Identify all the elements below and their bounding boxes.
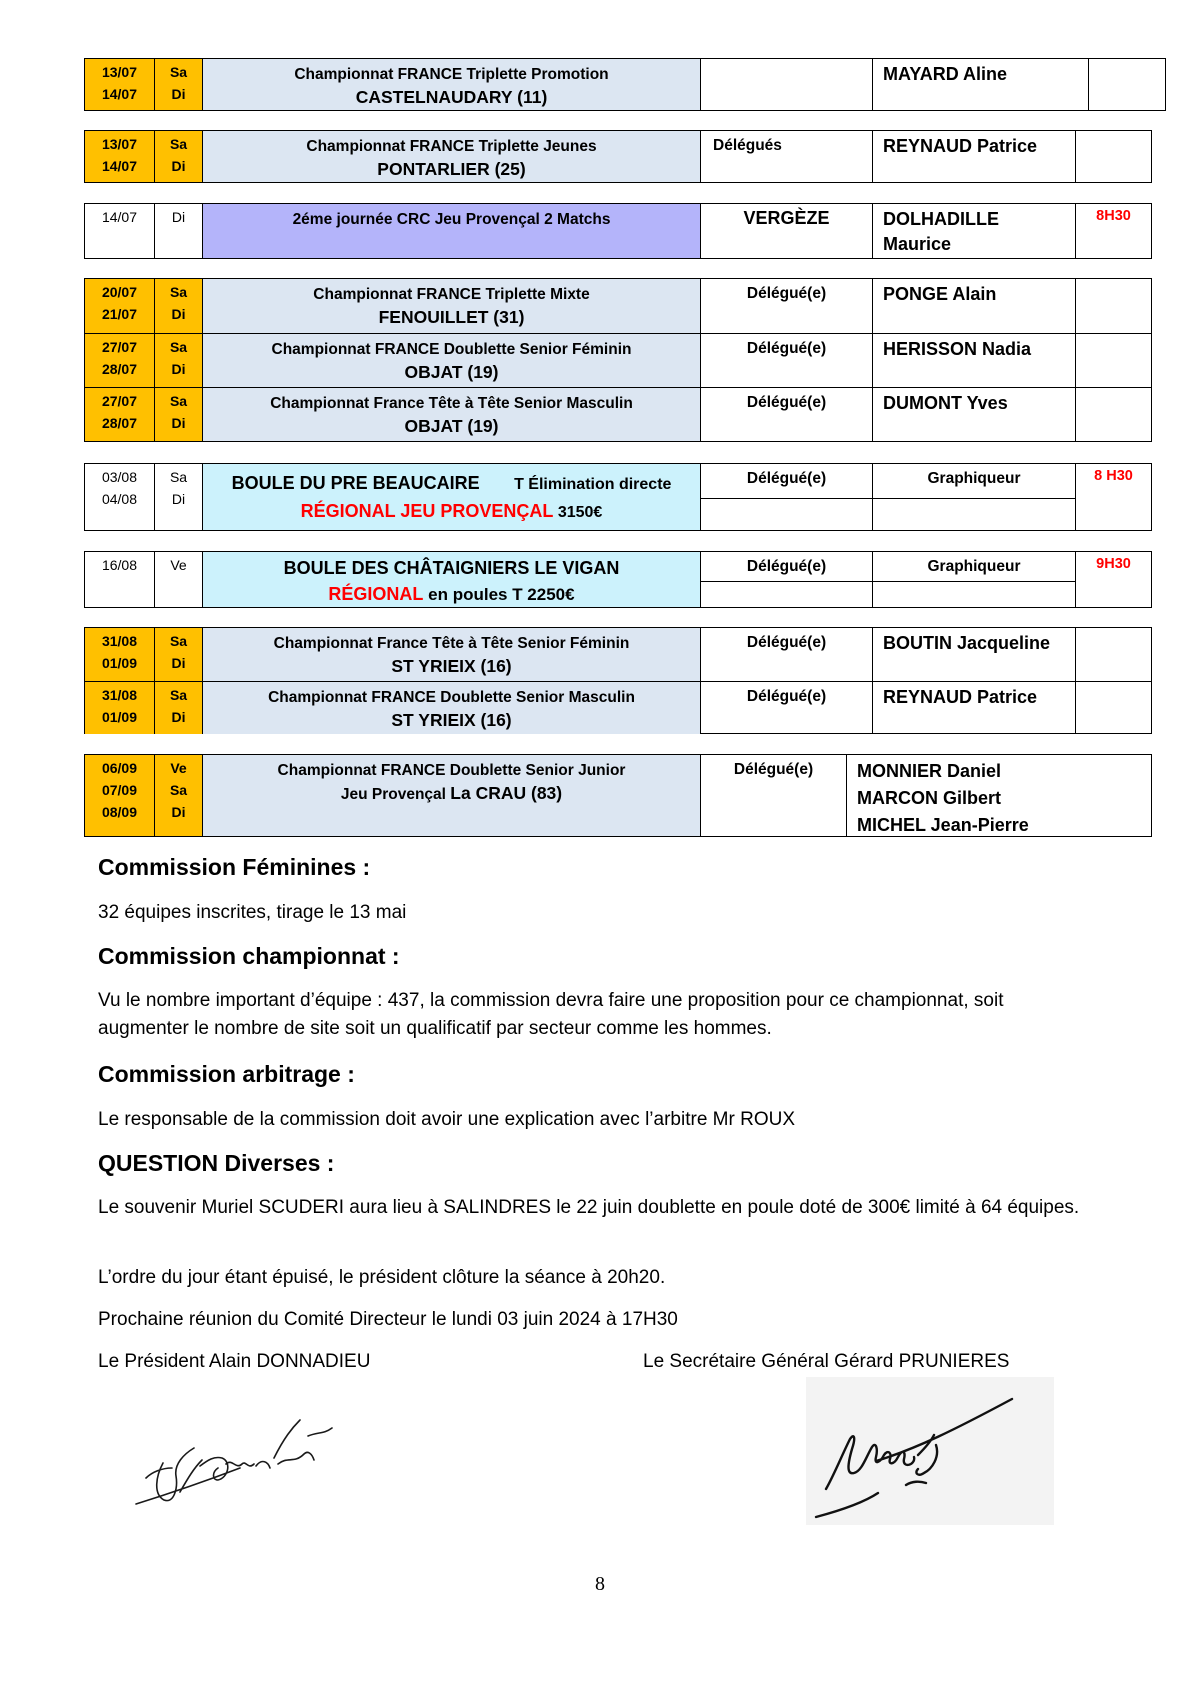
event-dates: 27/07 28/07 [85, 388, 155, 441]
event-title: 2éme journée CRC Jeu Provençal 2 Matchs [203, 204, 701, 258]
section-text-feminines: 32 équipes inscrites, tirage le 13 mai [98, 902, 407, 923]
event-role: Graphiqueur [927, 470, 1021, 487]
event-delegate-label: Délégué(e) [701, 334, 873, 387]
divider [873, 498, 1075, 499]
event-title: Championnat FRANCE Doublette Senior Féminin OBJAT (19) [203, 334, 701, 387]
event-delegate-label: Délégués [701, 131, 873, 182]
event-block [84, 551, 1152, 608]
event-block [84, 203, 1152, 259]
event-days: Ve Sa Di [155, 755, 203, 836]
event-time [1076, 279, 1151, 333]
event-time [1076, 682, 1151, 734]
event-time [1076, 131, 1151, 182]
event-time: 8 H30 [1094, 468, 1133, 484]
secretary-label: Le Secrétaire Général Gérard PRUNIERES [643, 1351, 1010, 1372]
secretary-signature [806, 1377, 1054, 1525]
event-title: Championnat France Tête à Tête Senior Masculin OBJAT (19) [203, 388, 701, 441]
event-title: Championnat FRANCE Triplette Jeunes PONTARLIER (25) [203, 131, 701, 182]
event-delegate-label: Délégué(e) [701, 388, 873, 441]
page-number: 8 [595, 1573, 605, 1595]
section-heading-questions: QUESTION Diverses : [98, 1150, 335, 1176]
event-title: BOULE DU PRE BEAUCAIRE T Élimination directe RÉGIONAL JEU PROVENÇAL 3150€ [203, 464, 701, 530]
event-block [84, 754, 1152, 837]
event-row [85, 279, 1151, 333]
divider [701, 498, 872, 499]
event-delegate-name: REYNAUD Patrice [873, 682, 1076, 734]
event-days: Sa Di [155, 464, 203, 530]
event-delegate-name: BOUTIN Jacqueline [873, 628, 1076, 681]
event-row [85, 387, 1151, 441]
event-delegate-label: Délégué(e) [701, 755, 847, 836]
section-text-arbitrage: Le responsable de la commission doit avoir une explication avec l’arbitre Mr ROUX [98, 1109, 795, 1130]
event-block [84, 627, 1152, 734]
event-dates: 14/07 [85, 204, 155, 258]
event-delegate-label: Délégué(e) [746, 558, 827, 575]
event-dates: 27/07 28/07 [85, 334, 155, 387]
president-label: Le Président Alain DONNADIEU [98, 1351, 371, 1372]
event-title: Championnat FRANCE Triplette Mixte FENOUILLET (31) [203, 279, 701, 333]
event-title: BOULE DES CHÂTAIGNIERS LE VIGAN RÉGIONAL en poules T 2250€ [203, 552, 701, 607]
event-days: Ve [155, 552, 203, 607]
event-title: Championnat FRANCE Triplette Promotion CASTELNAUDARY (11) [203, 59, 701, 110]
event-time: 9H30 [1096, 556, 1131, 572]
section-text-next-meeting: Prochaine réunion du Comité Directeur le lundi 03 juin 2024 à 17H30 [98, 1309, 678, 1330]
event-delegate-name: DUMONT Yves [873, 388, 1076, 441]
event-delegate-label: Délégué(e) [701, 682, 873, 734]
event-title: Championnat France Tête à Tête Senior Féminin ST YRIEIX (16) [203, 628, 701, 681]
event-days: Sa Di [155, 628, 203, 681]
section-heading-championnat: Commission championnat : [98, 943, 400, 969]
event-block [84, 463, 1152, 531]
event-delegate-label: Délégué(e) [746, 470, 827, 487]
event-days: Sa Di [155, 131, 203, 182]
event-role-cell [873, 464, 1076, 530]
event-row [85, 333, 1151, 387]
event-dates: 31/08 01/09 [85, 628, 155, 681]
section-heading-feminines: Commission Féminines : [98, 854, 371, 880]
event-days: Sa Di [155, 388, 203, 441]
event-role-cell [873, 552, 1076, 607]
event-block [84, 130, 1152, 183]
event-time [1076, 628, 1151, 681]
section-text-closure: L’ordre du jour étant épuisé, le président clôture la séance à 20h20. [98, 1267, 666, 1288]
event-delegate-label [701, 59, 873, 110]
event-delegate-name: HERISSON Nadia [873, 334, 1076, 387]
event-days: Sa Di [155, 682, 203, 734]
event-title: Championnat FRANCE Doublette Senior Masculin ST YRIEIX (16) [203, 682, 701, 734]
event-delegate-names: MONNIER Daniel MARCON Gilbert MICHEL Jean-Pierre [857, 761, 1029, 835]
event-delegate-name: MAYARD Aline [873, 59, 1089, 110]
event-role: Graphiqueur [927, 558, 1021, 575]
section-text-championnat: Vu le nombre important d’équipe : 437, la commission devra faire une proposition pour ce championnat, soit augmenter le nombre de site soit un qualificatif par secteur comme les hommes. [98, 990, 1004, 1039]
event-delegate-name: REYNAUD Patrice [873, 131, 1076, 182]
event-title: Championnat FRANCE Doublette Senior Junior Jeu Provençal La CRAU (83) [203, 755, 701, 836]
event-dates: 16/08 [85, 552, 155, 607]
section-heading-arbitrage: Commission arbitrage : [98, 1061, 355, 1087]
event-time [1076, 388, 1151, 441]
event-delegate-label: Délégué(e) [701, 279, 873, 333]
event-days: Sa Di [155, 334, 203, 387]
event-block [84, 278, 1152, 442]
svg-text:Donnadieu: Donnadieu [278, 1504, 308, 1510]
event-delegate-cell [701, 464, 873, 530]
event-days: Di [155, 204, 203, 258]
president-signature [128, 1408, 348, 1518]
event-delegate-name: PONGE Alain [873, 279, 1076, 333]
section-text-questions: Le souvenir Muriel SCUDERI aura lieu à SALINDRES le 22 juin doublette en poule doté de 300€ limité à 64 équipes. [98, 1197, 1080, 1218]
event-time: 8H30 [1096, 208, 1131, 224]
event-dates: 03/08 04/08 [85, 464, 155, 530]
event-dates: 13/07 14/07 [85, 59, 155, 110]
event-dates: 06/09 07/09 08/09 [85, 755, 155, 836]
event-place: VERGÈZE [701, 204, 873, 258]
event-block [84, 58, 1166, 111]
event-days: Sa Di [155, 59, 203, 110]
divider [701, 581, 872, 582]
event-dates: 13/07 14/07 [85, 131, 155, 182]
event-row [85, 681, 1151, 734]
event-time [1089, 59, 1165, 110]
event-dates: 31/08 01/09 [85, 682, 155, 734]
event-delegate-name: DOLHADILLE Maurice [873, 204, 1076, 258]
event-row [85, 628, 1151, 681]
event-time [1076, 334, 1151, 387]
divider [873, 581, 1075, 582]
event-days: Sa Di [155, 279, 203, 333]
event-delegate-cell [701, 552, 873, 607]
event-delegate-label: Délégué(e) [701, 628, 873, 681]
event-dates: 20/07 21/07 [85, 279, 155, 333]
